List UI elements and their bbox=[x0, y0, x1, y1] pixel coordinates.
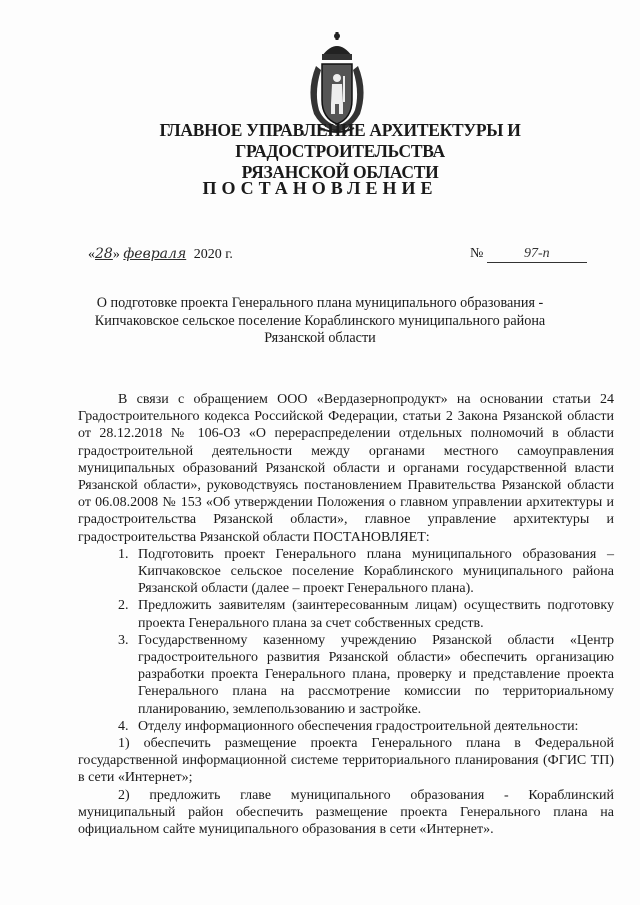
number-label: № bbox=[470, 246, 484, 261]
list-item-number: 3. bbox=[118, 632, 129, 648]
document-subject bbox=[70, 295, 570, 348]
date-month: февраля bbox=[123, 246, 187, 262]
date-close-quote: » bbox=[112, 247, 120, 262]
list-item bbox=[78, 718, 614, 735]
preamble-paragraph: В связи с обращением ООО «Вердазернопродукт» на основании статьи 24 Градостроительного кодекса Российской Федерации, статьи 2 Закона Рязанской области от 28.12.2018 № 106-ОЗ «О перераспределении отдельных полномочий в области градостроительной деятельности между органами местного самоуправления муниципальных образований Рязанской области и органами государственной власти Рязанской области», руководствуясь постановлением Правительства Рязанской области от 06.08.2008 № 153 «Об утверждении Положения о главном управлении архитектуры и градостроительства Рязанской области», главное управление архитектуры и градостроительства Рязанской области ПОСТАНОВЛЯЕТ: bbox=[78, 392, 614, 545]
subject-line3: Рязанской области bbox=[264, 330, 376, 346]
document-number bbox=[470, 246, 587, 263]
date-day: 28 bbox=[95, 246, 113, 262]
organization-name-line1: ГЛАВНОЕ УПРАВЛЕНИЕ АРХИТЕКТУРЫ И ГРАДОСТРОИТЕЛЬСТВА bbox=[159, 120, 521, 161]
date-open-quote: « bbox=[88, 247, 95, 262]
sub-list-item: 1) обеспечить размещение проекта Генерального плана в Федеральной государственной информационной системе территориального планирования (ФГИС ТП) в сети «Интернет»; bbox=[78, 736, 614, 786]
list-item-number: 2. bbox=[118, 598, 129, 614]
list-item-text: Отделу информационного обеспечения градостроительной деятельности: bbox=[138, 718, 579, 734]
list-item-text: Государственному казенному учреждению Рязанской области «Центр градостроительного развития Рязанской области» обеспечить организацию разработки проекта Генерального плана, проверку и представление проекта Генерального плана на рассмотрение комиссии по территориальному планированию, землепользованию и застройке. bbox=[138, 632, 614, 717]
list-item bbox=[78, 597, 614, 631]
list-item-text: Предложить заявителям (заинтересованным лицам) осуществить подготовку проекта Генерального плана за счет собственных средств. bbox=[138, 598, 614, 631]
date-year: 2020 г. bbox=[193, 247, 233, 262]
subject-line2: Кипчаковское сельское поселение Кораблинского муниципального района bbox=[94, 312, 546, 329]
sub-list-item: 2) предложить главе муниципального образования - Кораблинский муниципальный район обеспечить размещение проекта Генерального плана на официальном сайте муниципального образования в сети «Интернет». bbox=[78, 787, 614, 838]
organization-name-line2: РЯЗАНСКОЙ ОБЛАСТИ bbox=[241, 162, 439, 182]
subject-line1: О подготовке проекта Генерального плана муниципального образования - bbox=[96, 295, 544, 311]
list-item-number: 1. bbox=[118, 546, 129, 562]
document-body bbox=[78, 391, 614, 838]
document-date bbox=[88, 246, 233, 263]
list-item-number: 4. bbox=[118, 718, 129, 734]
number-value: 97-п bbox=[487, 246, 587, 263]
document-type-title: ПОСТАНОВЛЕНИЕ bbox=[202, 178, 438, 198]
list-item-text: Подготовить проект Генерального плана муниципального образования – Кипчаковское сельское поселение Кораблинского муниципального района Рязанской области (далее – проект Генерального плана). bbox=[138, 546, 614, 597]
list-item bbox=[78, 632, 614, 718]
organization-name bbox=[60, 120, 620, 183]
list-item bbox=[78, 546, 614, 598]
